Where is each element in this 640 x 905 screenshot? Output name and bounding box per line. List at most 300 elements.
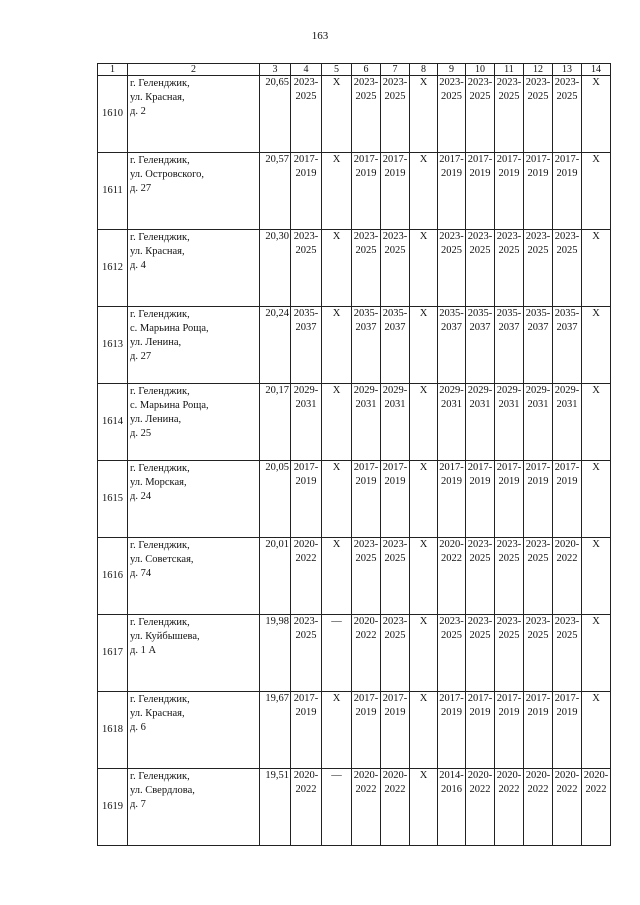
period-cell [322,153,352,230]
cell-line: 2017- [353,154,379,165]
area-cell: 20,30 [260,230,291,307]
cell-line: X [592,308,600,319]
cell-line: X [332,693,341,704]
cell-line: 2037 [527,322,549,333]
period-cell [495,230,524,307]
cell-line: X [332,385,341,396]
column-header: 6 [352,64,381,76]
cell-line: 2020- [554,770,580,781]
period-cell [495,692,524,769]
table-row [98,307,611,384]
cell-line: 2023- [496,616,522,627]
cell-line: д. 74 [130,568,152,579]
column-header: 10 [466,64,495,76]
cell-line: 2017- [496,154,522,165]
row-number: 1618 [98,692,128,769]
row-number: 1611 [98,153,128,230]
period-cell [582,384,611,461]
cell-line: г. Геленджик, [130,155,190,166]
table-row [98,461,611,538]
period-cell [438,384,466,461]
cell-line: X [419,770,428,781]
period-cell [381,692,410,769]
period-cell [466,769,495,846]
cell-line: 2023- [496,539,522,550]
cell-line: 2031 [384,399,406,410]
cell-line: 2019 [441,707,462,718]
cell-line: г. Геленджик, [130,694,190,705]
address-cell [128,307,260,384]
period-cell [524,769,553,846]
period-cell [495,769,524,846]
address-cell [128,538,260,615]
cell-line: 2031 [498,399,520,410]
cell-line: 2023- [293,231,319,242]
cell-line: 2020- [293,539,319,550]
cell-line: с. Марьина Роща, [130,323,209,334]
cell-line: 2023- [353,231,379,242]
row-number: 1610 [98,76,128,153]
cell-line: 2022 [556,784,578,795]
cell-line: ул. Свердлова, [130,785,195,796]
cell-line: X [419,385,428,396]
cell-line: 2017- [525,693,551,704]
period-cell [322,76,352,153]
cell-line: 2019 [384,707,406,718]
period-cell [466,384,495,461]
period-cell [322,307,352,384]
cell-line: д. 2 [130,106,146,117]
cell-line: X [419,154,428,165]
period-cell [524,384,553,461]
period-cell [410,461,438,538]
period-cell [291,692,322,769]
cell-line: 2019 [498,168,520,179]
cell-line: 2017- [554,154,580,165]
cell-line: 2023- [293,616,319,627]
period-cell [322,461,352,538]
cell-line: 2020- [353,770,379,781]
schedule-table [97,63,611,846]
period-cell [495,307,524,384]
cell-line: 2020- [382,770,408,781]
cell-line: 2017- [439,154,464,165]
period-cell [322,384,352,461]
period-cell [322,769,352,846]
period-cell [410,153,438,230]
period-cell [495,538,524,615]
cell-line: 2037 [556,322,578,333]
cell-line: 2020- [496,770,522,781]
cell-line: 2023- [525,77,551,88]
cell-line: ул. Куйбышева, [130,631,200,642]
cell-line: 2029- [382,385,408,396]
period-cell [352,76,381,153]
table-row [98,230,611,307]
cell-line: 2031 [556,399,578,410]
period-cell [495,76,524,153]
period-cell [438,153,466,230]
table-row [98,615,611,692]
cell-line: 2031 [355,399,377,410]
cell-line: 2023- [439,616,464,627]
cell-line: 2019 [469,168,491,179]
cell-line: 2017- [293,693,319,704]
row-number: 1612 [98,230,128,307]
cell-line: 2019 [355,476,377,487]
period-cell [582,615,611,692]
period-cell [352,615,381,692]
cell-line: 2025 [441,630,462,641]
address-cell [128,230,260,307]
cell-line: X [592,539,600,550]
cell-line: 2022 [585,784,607,795]
period-cell [322,230,352,307]
period-cell [291,538,322,615]
period-cell [352,461,381,538]
cell-line: X [592,231,600,242]
cell-line: ул. Красная, [130,708,185,719]
cell-line: 2035- [382,308,408,319]
period-cell [410,769,438,846]
period-cell [582,769,611,846]
area-cell: 19,67 [260,692,291,769]
cell-line: 2017- [467,462,493,473]
cell-line: 2025 [527,245,549,256]
cell-line: 2017- [496,462,522,473]
cell-line: 2023- [496,231,522,242]
column-header: 9 [438,64,466,76]
cell-line: ул. Островского, [130,169,205,180]
cell-line: 2019 [295,476,317,487]
cell-line: 2025 [556,91,578,102]
period-cell [438,76,466,153]
period-cell [466,307,495,384]
period-cell [291,461,322,538]
cell-line: 2029- [525,385,551,396]
area-cell: 20,65 [260,76,291,153]
address-cell [128,692,260,769]
period-cell [410,692,438,769]
cell-line: 2017- [353,693,379,704]
cell-line: X [332,308,341,319]
cell-line: X [592,154,600,165]
period-cell [466,461,495,538]
cell-line: 2025 [384,245,406,256]
cell-line: 2019 [527,476,549,487]
address-cell [128,461,260,538]
cell-line: г. Геленджик, [130,540,190,551]
period-cell [524,76,553,153]
cell-line: 2025 [355,553,377,564]
period-cell [582,692,611,769]
cell-line: 2037 [384,322,406,333]
period-cell [381,153,410,230]
cell-line: 2022 [355,630,377,641]
cell-line: X [419,539,428,550]
column-header: 12 [524,64,553,76]
cell-line: 2023- [382,77,408,88]
period-cell [524,615,553,692]
cell-line: д. 1 А [130,645,157,656]
period-cell [381,76,410,153]
cell-line: 2035- [525,308,551,319]
cell-line: 2023- [554,231,580,242]
period-cell [322,692,352,769]
period-cell [410,76,438,153]
cell-line: X [419,616,428,627]
column-header: 4 [291,64,322,76]
area-cell: 19,98 [260,615,291,692]
cell-line: 2025 [556,630,578,641]
period-cell [553,153,582,230]
cell-line: 2020- [293,770,319,781]
period-cell [410,384,438,461]
cell-line: 2035- [467,308,493,319]
period-cell [524,153,553,230]
cell-line: 2023- [439,231,464,242]
cell-line: X [592,462,600,473]
cell-line: д. 27 [130,351,152,362]
cell-line: 2037 [498,322,520,333]
period-cell [524,230,553,307]
cell-line: 2022 [355,784,377,795]
cell-line: 2019 [469,476,491,487]
cell-line: 2017- [467,154,493,165]
cell-line: 2025 [355,245,377,256]
period-cell [291,153,322,230]
cell-line: 2029- [467,385,493,396]
period-cell [438,538,466,615]
area-cell: 19,51 [260,769,291,846]
cell-line: 2023- [467,77,493,88]
period-cell [438,307,466,384]
period-cell [410,538,438,615]
cell-line: 2023- [467,616,493,627]
cell-line: 2031 [295,399,317,410]
cell-line: 2023- [467,539,493,550]
area-cell: 20,17 [260,384,291,461]
period-cell [524,692,553,769]
period-cell [438,615,466,692]
cell-line: X [332,77,341,88]
cell-line: 2025 [498,245,520,256]
cell-line: 2017- [467,693,493,704]
cell-line: 2031 [469,399,491,410]
cell-line: 2023- [293,77,319,88]
period-cell [524,461,553,538]
period-cell [291,76,322,153]
cell-line: 2017- [353,462,379,473]
cell-line: 2022 [295,553,317,564]
period-cell [381,307,410,384]
cell-line: 2019 [355,168,377,179]
period-cell [352,230,381,307]
page-number: 163 [311,30,329,42]
cell-line: 2023- [467,231,493,242]
cell-line: X [332,462,341,473]
cell-line: г. Геленджик, [130,463,190,474]
address-cell [128,769,260,846]
column-header: 11 [495,64,524,76]
address-cell [128,76,260,153]
period-cell [466,76,495,153]
column-header: 14 [582,64,611,76]
cell-line: 2014- [439,770,464,781]
period-cell [291,615,322,692]
row-number: 1614 [98,384,128,461]
column-header: 2 [128,64,260,76]
cell-line: 2017- [293,154,319,165]
period-cell [553,461,582,538]
cell-line: — [331,770,342,781]
cell-line: д. 6 [130,722,146,733]
cell-line: г. Геленджик, [130,386,190,397]
period-cell [582,76,611,153]
period-cell [291,769,322,846]
period-cell [553,692,582,769]
cell-line: 2025 [355,91,377,102]
address-cell [128,153,260,230]
cell-line: 2037 [469,322,491,333]
cell-line: 2025 [469,91,491,102]
cell-line: 2035- [554,308,580,319]
period-cell [291,384,322,461]
area-cell: 20,57 [260,153,291,230]
period-cell [495,615,524,692]
period-cell [410,230,438,307]
cell-line: 2017- [382,462,408,473]
cell-line: г. Геленджик, [130,78,190,89]
period-cell [438,769,466,846]
cell-line: 2035- [353,308,379,319]
cell-line: 2016 [441,784,462,795]
area-cell: 20,01 [260,538,291,615]
cell-line: 2020- [467,770,493,781]
cell-line: 2019 [295,168,317,179]
period-cell [381,538,410,615]
cell-line: д. 24 [130,491,152,502]
period-cell [381,230,410,307]
cell-line: 2029- [353,385,379,396]
cell-line: г. Геленджик, [130,309,190,320]
period-cell [381,769,410,846]
cell-line: г. Геленджик, [130,617,190,628]
cell-line: 2025 [498,553,520,564]
period-cell [352,538,381,615]
period-cell [322,538,352,615]
row-number: 1615 [98,461,128,538]
period-cell [352,384,381,461]
area-cell: 20,05 [260,461,291,538]
cell-line: 2017- [496,693,522,704]
cell-line: 2037 [355,322,377,333]
column-header: 5 [322,64,352,76]
cell-line: 2017- [554,462,580,473]
cell-line: 2022 [527,784,549,795]
table-row [98,76,611,153]
cell-line: 2025 [527,553,549,564]
cell-line: 2031 [441,399,462,410]
cell-line: д. 27 [130,183,152,194]
period-cell [582,538,611,615]
cell-line: 2020- [583,770,609,781]
cell-line: 2019 [384,168,406,179]
period-cell [524,307,553,384]
period-cell [352,769,381,846]
table-row [98,692,611,769]
cell-line: 2019 [441,168,462,179]
period-cell [553,76,582,153]
cell-line: 2035- [293,308,319,319]
cell-line: 2023- [382,616,408,627]
period-cell [582,461,611,538]
cell-line: 2019 [295,707,317,718]
cell-line: 2023- [554,77,580,88]
period-cell [582,230,611,307]
cell-line: с. Марьина Роща, [130,400,209,411]
cell-line: д. 4 [130,260,146,271]
cell-line: 2025 [527,630,549,641]
row-number: 1619 [98,769,128,846]
cell-line: 2023- [439,77,464,88]
period-cell [381,615,410,692]
cell-line: 2017- [293,462,319,473]
period-cell [553,615,582,692]
cell-line: 2023- [353,539,379,550]
cell-line: 2025 [556,245,578,256]
period-cell [466,230,495,307]
cell-line: X [332,154,341,165]
cell-line: 2025 [469,245,491,256]
cell-line: ул. Ленина, [130,414,182,425]
row-number: 1617 [98,615,128,692]
period-cell [553,384,582,461]
cell-line: ул. Морская, [130,477,187,488]
header-row [98,64,611,76]
table-row [98,538,611,615]
cell-line: 2022 [498,784,520,795]
cell-line: 2035- [439,308,464,319]
cell-line: д. 7 [130,799,146,810]
cell-line: 2019 [527,707,549,718]
cell-line: 2025 [498,630,520,641]
cell-line: 2023- [382,539,408,550]
cell-line: 2019 [469,707,491,718]
table-row [98,769,611,846]
period-cell [322,615,352,692]
cell-line: 2025 [384,630,406,641]
cell-line: 2019 [498,707,520,718]
cell-line: X [419,308,428,319]
cell-line: 2029- [496,385,522,396]
cell-line: ул. Советская, [130,554,194,565]
cell-line: 2025 [527,91,549,102]
cell-line: 2017- [439,693,464,704]
cell-line: 2022 [469,784,491,795]
cell-line: 2023- [496,77,522,88]
cell-line: 2019 [498,476,520,487]
period-cell [582,307,611,384]
cell-line: д. 25 [130,428,152,439]
cell-line: 2037 [295,322,317,333]
cell-line: 2022 [556,553,578,564]
row-number: 1616 [98,538,128,615]
period-cell [495,461,524,538]
cell-line: 2023- [353,77,379,88]
cell-line: 2023- [525,539,551,550]
cell-line: 2019 [384,476,406,487]
